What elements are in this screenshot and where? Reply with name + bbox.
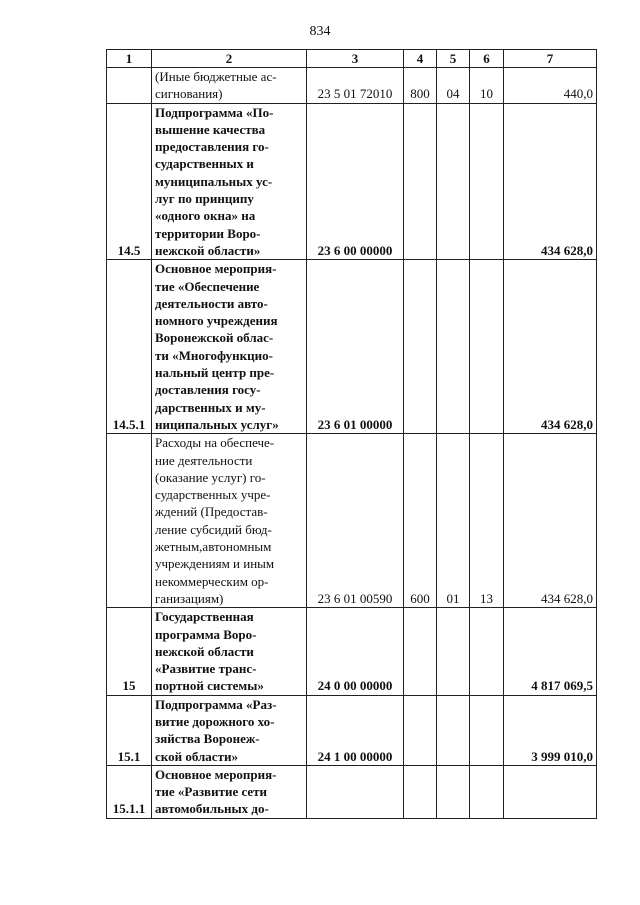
table-row xyxy=(107,68,597,104)
row-name-line: ниципальных услуг» xyxy=(155,416,279,432)
section-code: 01 xyxy=(437,434,470,608)
row-name xyxy=(152,765,307,818)
row-name-line: Воронежской облас- xyxy=(155,330,274,346)
header-cell: 1 xyxy=(107,50,152,68)
subsection-code: 13 xyxy=(470,434,504,608)
row-name-line: ской области» xyxy=(155,748,238,764)
row-name-line: ление субсидий бюд- xyxy=(155,521,272,537)
row-number: 15 xyxy=(107,608,152,695)
header-cell: 3 xyxy=(307,50,404,68)
section-code xyxy=(437,103,470,260)
row-name xyxy=(152,434,307,608)
row-name-line: территории Воро- xyxy=(155,225,261,241)
page-number: 834 xyxy=(309,24,331,39)
table-row xyxy=(107,260,597,434)
row-name-line: нальный центр пре- xyxy=(155,365,275,381)
table-row xyxy=(107,434,597,608)
header-cell: 4 xyxy=(404,50,437,68)
row-name-line: зяйства Воронеж- xyxy=(155,731,260,747)
amount: 440,0 xyxy=(504,68,597,104)
table-row xyxy=(107,103,597,260)
amount: 434 628,0 xyxy=(504,260,597,434)
row-number: 15.1.1 xyxy=(107,765,152,818)
expense-type: 800 xyxy=(404,68,437,104)
row-name-line: сигнования) xyxy=(155,86,223,102)
row-name-line: муниципальных ус- xyxy=(155,173,273,189)
row-name-line: портной системы» xyxy=(155,678,264,694)
budget-code: 23 6 00 00000 xyxy=(307,103,404,260)
header-cell: 6 xyxy=(470,50,504,68)
row-name-line: Основное мероприя- xyxy=(155,261,277,277)
table-row xyxy=(107,608,597,695)
row-number xyxy=(107,68,152,104)
row-name-line: жетным,автономным xyxy=(155,539,272,555)
row-number: 14.5 xyxy=(107,103,152,260)
row-name-line: Подпрограмма «Раз- xyxy=(155,696,277,712)
header-cell: 7 xyxy=(504,50,597,68)
row-number: 14.5.1 xyxy=(107,260,152,434)
expense-type xyxy=(404,608,437,695)
row-name-line: Государственная xyxy=(155,609,254,625)
row-name-line: деятельности авто- xyxy=(155,295,268,311)
amount: 434 628,0 xyxy=(504,103,597,260)
subsection-code xyxy=(470,260,504,434)
budget-code: 23 5 01 72010 xyxy=(307,68,404,104)
expense-type xyxy=(404,695,437,765)
row-name-line: Подпрограмма «По- xyxy=(155,104,274,120)
expense-type xyxy=(404,765,437,818)
row-name-line: тие «Обеспечение xyxy=(155,278,260,294)
budget-code: 24 1 00 00000 xyxy=(307,695,404,765)
row-name-line: луг по принципу xyxy=(155,191,254,207)
subsection-code xyxy=(470,765,504,818)
expense-type xyxy=(404,260,437,434)
row-name-line: ние деятельности xyxy=(155,452,253,468)
row-name-line: нежской области» xyxy=(155,242,261,258)
amount: 4 817 069,5 xyxy=(504,608,597,695)
expense-type: 600 xyxy=(404,434,437,608)
row-number: 15.1 xyxy=(107,695,152,765)
row-name-line: учреждениям и иным xyxy=(155,556,275,572)
row-name xyxy=(152,68,307,104)
row-name-line: некоммерческим ор- xyxy=(155,573,269,589)
budget-table xyxy=(106,49,597,819)
row-name-line: ти «Многофункцио- xyxy=(155,347,273,363)
row-name-line: доставления госу- xyxy=(155,382,261,398)
row-name xyxy=(152,695,307,765)
table-row xyxy=(107,695,597,765)
row-name xyxy=(152,260,307,434)
row-name-line: витие дорожного хо- xyxy=(155,713,275,729)
row-name-line: «Развитие транс- xyxy=(155,661,257,677)
budget-code: 24 0 00 00000 xyxy=(307,608,404,695)
header-cell: 5 xyxy=(437,50,470,68)
budget-code: 23 6 01 00590 xyxy=(307,434,404,608)
row-name-line: номного учреждения xyxy=(155,313,278,329)
section-code xyxy=(437,608,470,695)
section-code xyxy=(437,765,470,818)
table-row xyxy=(107,765,597,818)
subsection-code xyxy=(470,103,504,260)
subsection-code: 10 xyxy=(470,68,504,104)
row-name-line: «одного окна» на xyxy=(155,208,256,224)
row-name xyxy=(152,608,307,695)
row-name-line: Расходы на обеспече- xyxy=(155,435,275,451)
row-name-line: предоставления го- xyxy=(155,139,269,155)
row-name-line: автомобильных до- xyxy=(155,801,269,817)
subsection-code xyxy=(470,608,504,695)
expense-type xyxy=(404,103,437,260)
row-name-line: ждений (Предостав- xyxy=(155,504,268,520)
budget-code: 23 6 01 00000 xyxy=(307,260,404,434)
row-number xyxy=(107,434,152,608)
row-name-line: программа Воро- xyxy=(155,626,257,642)
row-name-line: (Иные бюджетные ас- xyxy=(155,69,277,84)
subsection-code xyxy=(470,695,504,765)
row-name-line: нежской области xyxy=(155,643,254,659)
section-code xyxy=(437,260,470,434)
row-name-line: тие «Развитие сети xyxy=(155,784,268,800)
row-name-line: ганизациям) xyxy=(155,590,224,606)
row-name-line: (оказание услуг) го- xyxy=(155,469,266,485)
row-name-line: сударственных учре- xyxy=(155,487,271,503)
amount: 3 999 010,0 xyxy=(504,695,597,765)
header-row xyxy=(107,50,597,68)
amount xyxy=(504,765,597,818)
section-code xyxy=(437,695,470,765)
row-name-line: Основное мероприя- xyxy=(155,766,277,782)
header-cell: 2 xyxy=(152,50,307,68)
budget-code xyxy=(307,765,404,818)
table-body xyxy=(107,68,597,819)
row-name xyxy=(152,103,307,260)
row-name-line: сударственных и xyxy=(155,156,254,172)
row-name-line: дарственных и му- xyxy=(155,399,266,415)
section-code: 04 xyxy=(437,68,470,104)
amount: 434 628,0 xyxy=(504,434,597,608)
row-name-line: вышение качества xyxy=(155,121,266,137)
